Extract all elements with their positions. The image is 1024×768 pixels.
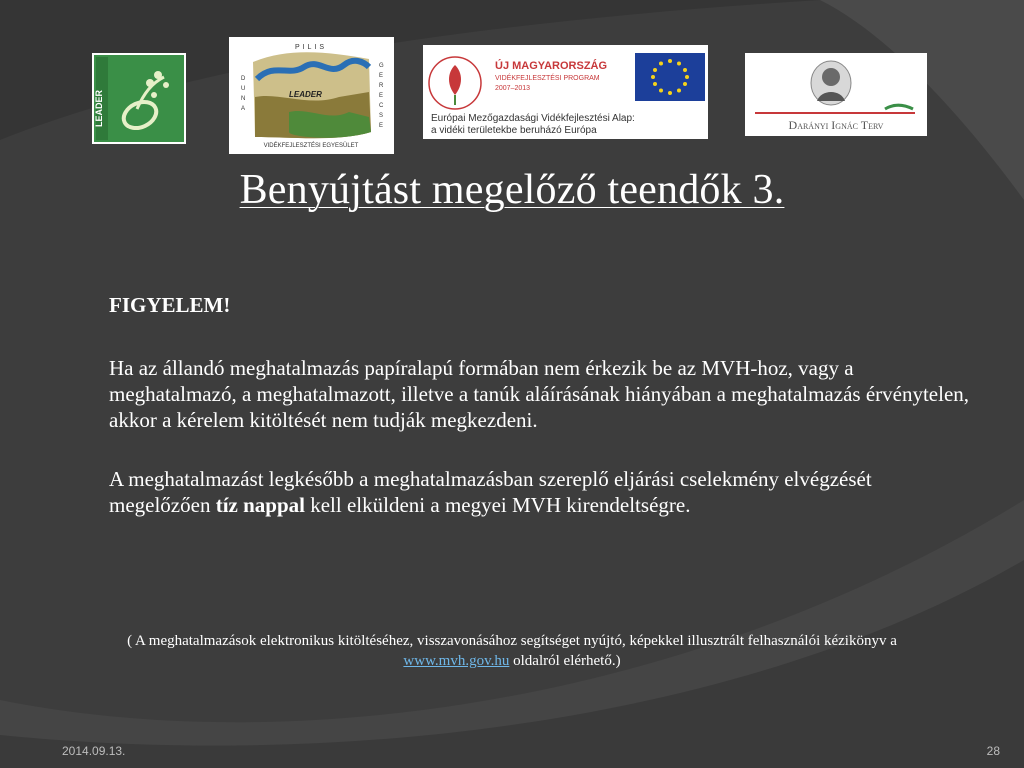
svg-text:E: E xyxy=(379,123,384,129)
svg-text:E: E xyxy=(379,73,384,79)
svg-text:E: E xyxy=(379,93,384,99)
paragraph-2-text-a: A meghatalmazást legkésőbb a meghatalmazásban szereplő eljárási cselekmény elvégzését megelőzően xyxy=(109,467,872,517)
ujm-logo-line3: 2007–2013 xyxy=(495,85,531,92)
duna-pilis-gerecse-logo xyxy=(229,37,394,154)
page-number: 28 xyxy=(986,744,1000,758)
svg-text:C: C xyxy=(379,103,384,109)
svg-text:N: N xyxy=(241,96,246,102)
daranyi-ignac-terv-logo xyxy=(745,53,927,136)
svg-text:R: R xyxy=(379,83,384,89)
leader-logo xyxy=(92,53,186,144)
paragraph-2-text-b: kell elküldeni a megyei MVH kirendeltségre. xyxy=(304,493,691,517)
duna-logo-bottom-text: VIDÉKFEJLESZTÉSI EGYESÜLET xyxy=(263,143,359,149)
mvh-website-link[interactable]: www.mvh.gov.hu xyxy=(403,653,510,669)
svg-text:S: S xyxy=(379,113,384,119)
svg-text:G: G xyxy=(379,63,384,69)
footer-date: 2014.09.13. xyxy=(62,744,126,758)
svg-text:D: D xyxy=(241,76,246,82)
leader-logo-text: LEADER xyxy=(94,89,104,127)
footnote xyxy=(0,631,1024,671)
daranyi-logo-text: Darányi Ignác Terv xyxy=(788,118,884,132)
ujm-logo-line2: VIDÉKFEJLESZTÉSI PROGRAM xyxy=(495,75,600,82)
ujm-logo-line5: a vidéki területekbe beruházó Európa xyxy=(431,125,597,136)
ujm-logo-line1: ÚJ MAGYARORSZÁG xyxy=(495,60,608,72)
paragraph-2-bold: tíz nappal xyxy=(215,493,305,517)
paragraph-2 xyxy=(109,466,969,518)
footnote-line-1: ( A meghatalmazások elektronikus kitöltéséhez, visszavonásához segítséget nyújtó, képekkel illusztrált felhasználói kézikönyv a xyxy=(127,633,897,649)
footnote-line-2 xyxy=(0,651,1024,671)
svg-text:A: A xyxy=(241,106,246,112)
paragraph-1: Ha az állandó meghatalmazás papíralapú formában nem érkezik be az MVH-hoz, vagy a meghatalmazó, a meghatalmazott, illetve a tanúk aláírásának hiányában a meghatalmazás érvénytelen, akkor a kérelem kitöltését nem tudják megkezdeni. xyxy=(109,356,970,432)
uj-magyarorszag-eu-logo xyxy=(423,45,708,139)
duna-logo-center-text: LEADER xyxy=(289,90,322,99)
footnote-tail: oldalról elérhető.) xyxy=(509,653,621,669)
svg-text:U: U xyxy=(241,86,246,92)
slide-title: Benyújtást megelőző teendők 3. xyxy=(239,167,785,213)
warning-heading: FIGYELEM! xyxy=(109,293,231,317)
ujm-logo-line4: Európai Mezőgazdasági Vidékfejlesztési Alap: xyxy=(431,113,635,124)
duna-logo-top-text: PILIS xyxy=(294,44,328,51)
slide-content xyxy=(109,292,969,518)
